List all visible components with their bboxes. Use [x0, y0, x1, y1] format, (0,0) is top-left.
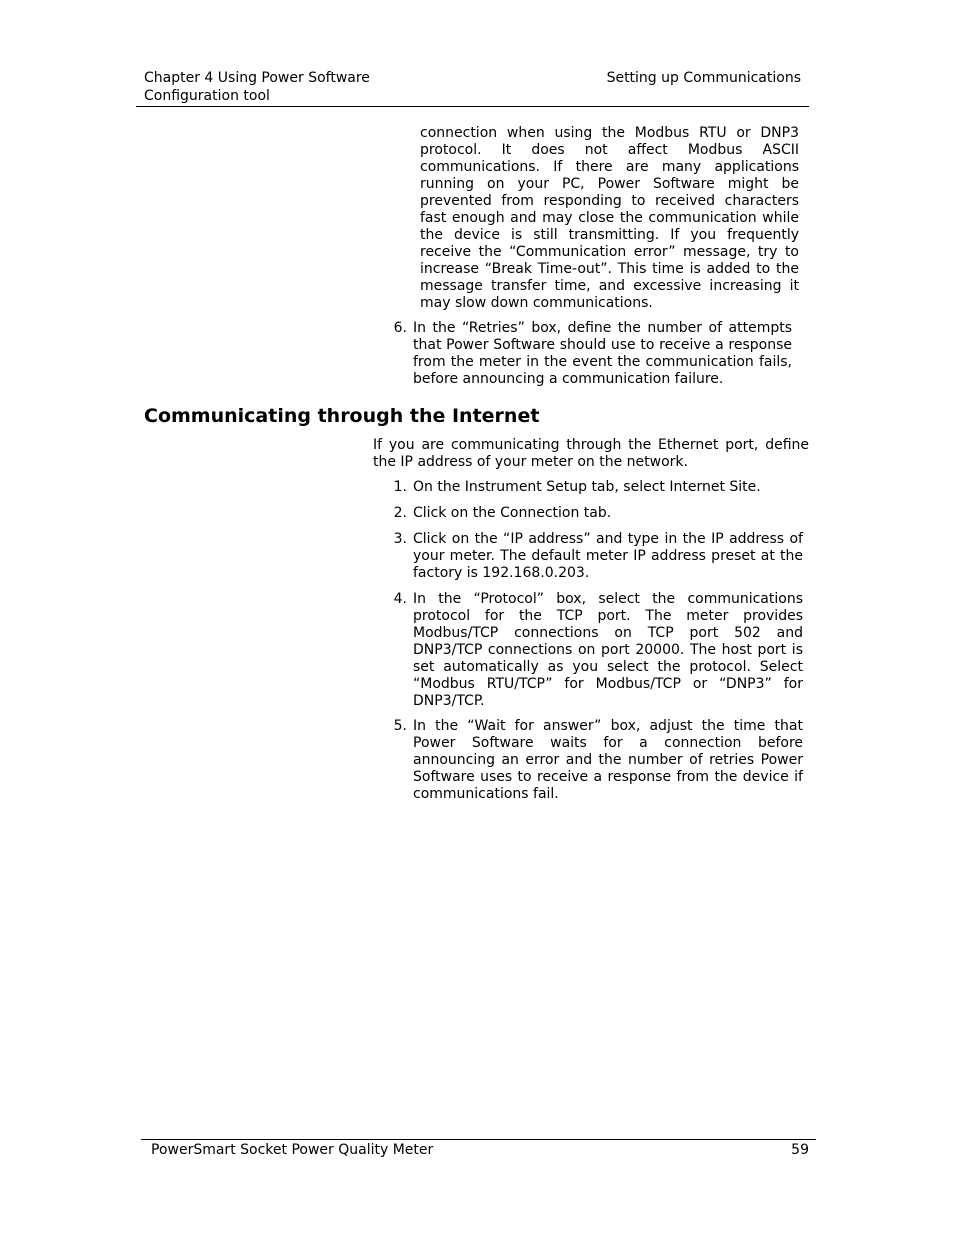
header-chapter-line2: Configuration tool — [144, 88, 270, 104]
list-item-number: 1. — [393, 479, 407, 495]
list-item-text: Click on the “IP address” and type in the IP address of your meter. The default meter IP address preset at the factory is 192.168.0.203. — [413, 531, 803, 581]
header-chapter-line1: Chapter 4 Using Power Software — [144, 70, 370, 86]
footer-title: PowerSmart Socket Power Quality Meter — [151, 1142, 434, 1158]
list-item-text: Click on the Connection tab. — [413, 505, 612, 521]
list-item-text: On the Instrument Setup tab, select Internet Site. — [413, 479, 761, 495]
list-item-text: In the “Retries” box, define the number of attempts that Power Software should use to receive a response from the meter in the event the communication fails, before announcing a communication failure. — [413, 320, 792, 387]
list-item-number: 4. — [393, 591, 407, 607]
list-item-number: 6. — [393, 320, 407, 336]
list-item-text: In the “Wait for answer” box, adjust the time that Power Software waits for a connection before announcing an error and the number of retries Power Software uses to receive a response from the device if communications fail. — [413, 718, 803, 802]
list-item-text: In the “Protocol” box, select the communications protocol for the TCP port. The meter provides Modbus/TCP connections on TCP port 502 and DNP3/TCP connections on port 20000. The host port is set automatically as you select the protocol. Select “Modbus RTU/TCP” for Modbus/TCP or “DNP3” for DNP3/TCP. — [413, 591, 803, 709]
section-heading: Communicating through the Internet — [144, 405, 540, 427]
list-item-number: 2. — [393, 505, 407, 521]
list-item-number: 3. — [393, 531, 407, 547]
section-intro: If you are communicating through the Ethernet port, define the IP address of your meter on the network. — [373, 437, 809, 470]
list-item-number: 5. — [393, 718, 407, 734]
footer-rule — [141, 1139, 816, 1140]
header-rule — [136, 106, 809, 107]
page-number: 59 — [791, 1142, 809, 1158]
running-header-section: Setting up Communications — [606, 70, 801, 86]
running-header-chapter — [144, 69, 444, 105]
continued-paragraph: connection when using the Modbus RTU or DNP3 protocol. It does not affect Modbus ASCII communications. If there are many applications running on your PC, Power Software might be prevented from responding to received characters fast enough and may close the communication while the device is still transmitting. If you frequently receive the “Communication error” message, try to increase “Break Time-out”. This time is added to the message transfer time, and excessive increasing it may slow down communications. — [420, 125, 799, 311]
